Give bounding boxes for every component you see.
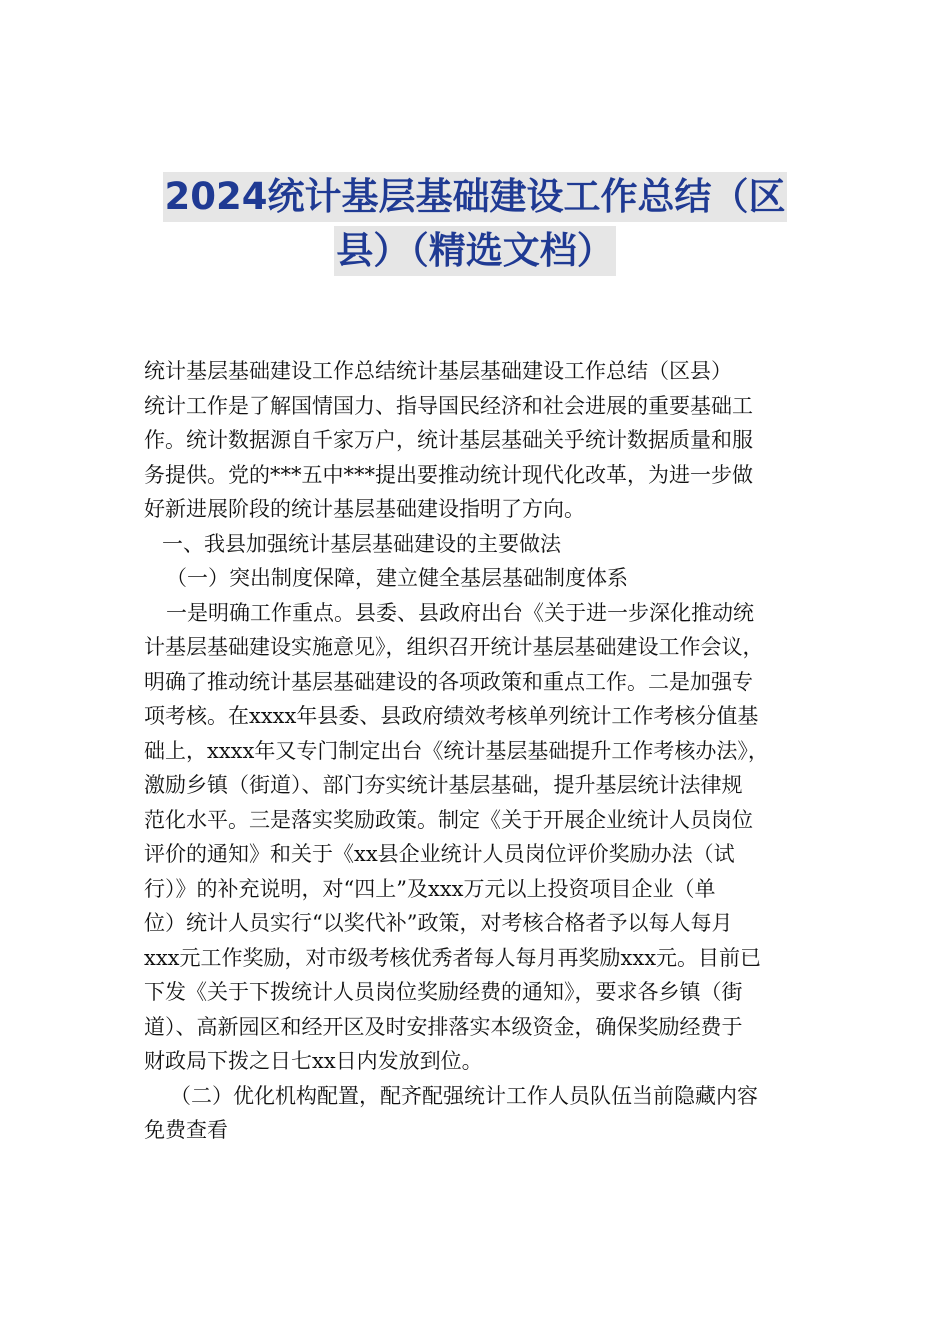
body-line: 作。统计数据源自千家万户，统计基层基础关乎统计数据质量和服 xyxy=(144,428,753,452)
body-line: 统计基层基础建设工作总结统计基层基础建设工作总结（区县） xyxy=(144,359,732,383)
body-line: 道）、高新园区和经开区及时安排落实本级资金，确保奖励经费于 xyxy=(144,1014,743,1039)
document-body xyxy=(144,354,812,1148)
body-line: 计基层基础建设实施意见》，组织召开统计基层基础建设工作会议， xyxy=(144,635,764,659)
body-line: 位）统计人员实行“以奖代补”政策，对考核合格者予以每人每月 xyxy=(144,911,733,935)
body-line: 免费查看 xyxy=(144,1118,228,1142)
body-line: 统计工作是了解国情国力、指导国民经济和社会进展的重要基础工 xyxy=(144,393,753,418)
body-line: 项考核。在xxxx年县委、县政府绩效考核单列统计工作考核分值基 xyxy=(144,704,759,728)
subsection-heading-1: （一）突出制度保障，建立健全基层基础制度体系 xyxy=(166,566,628,590)
body-line: 础上，xxxx年又专门制定出台《统计基层基础提升工作考核办法》， xyxy=(144,738,769,763)
body-line: 财政局下拨之日七xx日内发放到位。 xyxy=(144,1049,483,1073)
title-line-1: 2024统计基层基础建设工作总结（区 xyxy=(163,172,788,222)
subsection-heading-2: （二）优化机构配置，配齐配强统计工作人员队伍当前隐藏内容 xyxy=(170,1083,758,1108)
title-line-2: 县）（精选文档） xyxy=(334,226,616,276)
body-line: xxx元工作奖励，对市级考核优秀者每人每月再奖励xxx元。目前已 xyxy=(144,945,762,970)
body-line: 范化水平。三是落实奖励政策。制定《关于开展企业统计人员岗位 xyxy=(144,807,753,832)
body-line: 明确了推动统计基层基础建设的各项政策和重点工作。二是加强专 xyxy=(144,669,753,694)
document-title xyxy=(0,172,950,280)
body-line: 务提供。党的***五中***提出要推动统计现代化改革，为进一步做 xyxy=(144,462,753,487)
body-line: 激励乡镇（街道）、部门夯实统计基层基础，提升基层统计法律规 xyxy=(144,773,743,797)
body-line: 好新进展阶段的统计基层基础建设指明了方向。 xyxy=(144,497,585,521)
body-line: 评价的通知》和关于《xx县企业统计人员岗位评价奖励办法（试 xyxy=(144,842,735,866)
body-line: 下发《关于下拨统计人员岗位奖励经费的通知》，要求各乡镇（街 xyxy=(144,980,743,1004)
section-heading-1: 一、我县加强统计基层基础建设的主要做法 xyxy=(162,531,561,556)
body-line: 一是明确工作重点。县委、县政府出台《关于进一步深化推动统 xyxy=(166,600,754,625)
body-line: 行）》的补充说明，对“四上”及xxx万元以上投资项目企业（单 xyxy=(144,876,716,901)
